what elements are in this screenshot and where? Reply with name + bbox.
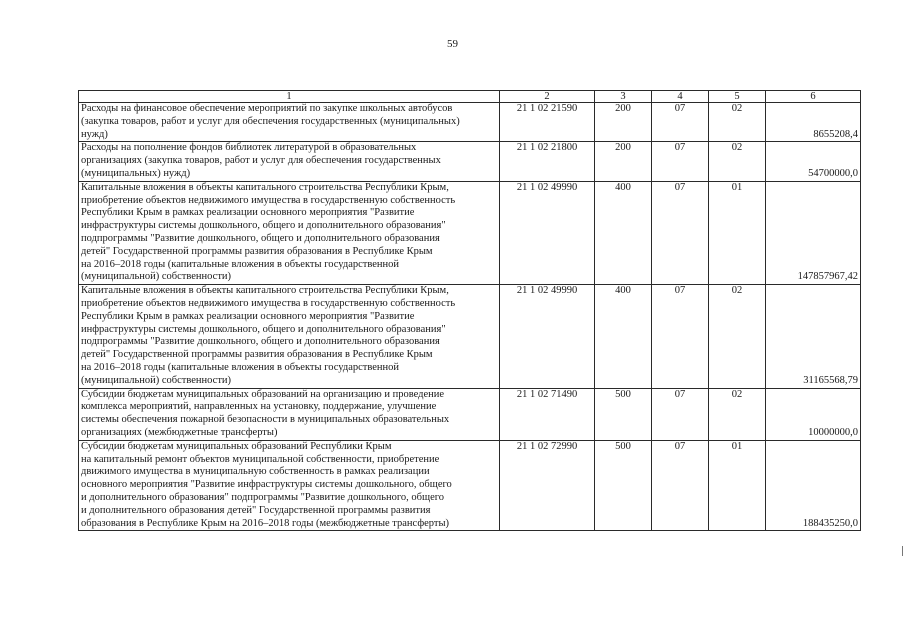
table-header-row — [79, 91, 861, 103]
row-target-code: 21 1 02 71490 — [500, 388, 595, 440]
row-amount: 147857967,42 — [766, 181, 861, 284]
row-description: Капитальные вложения в объекты капитального строительства Республики Крым, приобретение объектов недвижимого имущества в государственную собственность Республики Крым в рамках реализации основного мероприятия "Развитие инфраструктуры системы дошкольного, общего и дополнительного образования" подпрограммы "Развитие дошкольного, общего и дополнительного образования детей" Государственной программы развития образования в Республике Крым на 2016–2018 годы (капитальные вложения в объекты государственной (муниципальной) собственности) — [79, 285, 500, 388]
header-col-5: 5 — [709, 91, 766, 103]
row-section: 07 — [652, 142, 709, 181]
row-target-code: 21 1 02 72990 — [500, 440, 595, 531]
row-target-code: 21 1 02 21800 — [500, 142, 595, 181]
row-expense-type: 400 — [595, 181, 652, 284]
row-subsection: 01 — [709, 181, 766, 284]
row-target-code: 21 1 02 49990 — [500, 285, 595, 388]
row-target-code: 21 1 02 49990 — [500, 181, 595, 284]
row-description: Расходы на пополнение фондов библиотек литературой в образовательных организациях (закупка товаров, работ и услуг для обеспечения государственных (муниципальных) нужд) — [79, 142, 500, 181]
row-section: 07 — [652, 285, 709, 388]
row-subsection: 01 — [709, 440, 766, 531]
table-row — [79, 181, 861, 284]
header-col-3: 3 — [595, 91, 652, 103]
header-col-4: 4 — [652, 91, 709, 103]
row-amount: 54700000,0 — [766, 142, 861, 181]
row-section: 07 — [652, 181, 709, 284]
budget-table — [78, 90, 861, 531]
header-col-1: 1 — [79, 91, 500, 103]
table-row — [79, 285, 861, 388]
row-section: 07 — [652, 388, 709, 440]
row-expense-type: 500 — [595, 388, 652, 440]
row-subsection: 02 — [709, 142, 766, 181]
row-expense-type: 400 — [595, 285, 652, 388]
header-col-2: 2 — [500, 91, 595, 103]
row-subsection: 02 — [709, 388, 766, 440]
table-row — [79, 388, 861, 440]
row-amount: 31165568,79 — [766, 285, 861, 388]
row-description: Капитальные вложения в объекты капитального строительства Республики Крым, приобретение объектов недвижимого имущества в государственную собственность Республики Крым в рамках реализации основного мероприятия "Развитие инфраструктуры системы дошкольного, общего и дополнительного образования" подпрограммы "Развитие дошкольного, общего и дополнительного образования детей" Государственной программы развития образования в Республике Крым на 2016–2018 годы (капитальные вложения в объекты государственной (муниципальной) собственности) — [79, 181, 500, 284]
margin-mark — [902, 546, 903, 556]
header-col-6: 6 — [766, 91, 861, 103]
table-row — [79, 103, 861, 142]
row-subsection: 02 — [709, 285, 766, 388]
row-section: 07 — [652, 103, 709, 142]
row-target-code: 21 1 02 21590 — [500, 103, 595, 142]
row-expense-type: 200 — [595, 103, 652, 142]
page-number: 59 — [447, 38, 458, 50]
row-description: Расходы на финансовое обеспечение мероприятий по закупке школьных автобусов (закупка товаров, работ и услуг для обеспечения государственных (муниципальных) нужд) — [79, 103, 500, 142]
row-description: Субсидии бюджетам муниципальных образований на организацию и проведение комплекса мероприятий, направленных на установку, поддержание, улучшение системы обеспечения пожарной безопасности в муниципальных образовательных организациях (межбюджетные трансферты) — [79, 388, 500, 440]
row-expense-type: 500 — [595, 440, 652, 531]
row-amount: 10000000,0 — [766, 388, 861, 440]
row-subsection: 02 — [709, 103, 766, 142]
row-amount: 188435250,0 — [766, 440, 861, 531]
table-row — [79, 142, 861, 181]
row-section: 07 — [652, 440, 709, 531]
row-amount: 8655208,4 — [766, 103, 861, 142]
table-row — [79, 440, 861, 531]
row-description: Субсидии бюджетам муниципальных образований Республики Крым на капитальный ремонт объектов муниципальной собственности, приобретение движимого имущества в муниципальную собственность в рамках реализации основного мероприятия "Развитие инфраструктуры системы дошкольного, общего и дополнительного образования" подпрограммы "Развитие дошкольного, общего и дополнительного образования детей" Государственной программы развития образования в Республике Крым на 2016–2018 годы (межбюджетные трансферты) — [79, 440, 500, 531]
row-expense-type: 200 — [595, 142, 652, 181]
